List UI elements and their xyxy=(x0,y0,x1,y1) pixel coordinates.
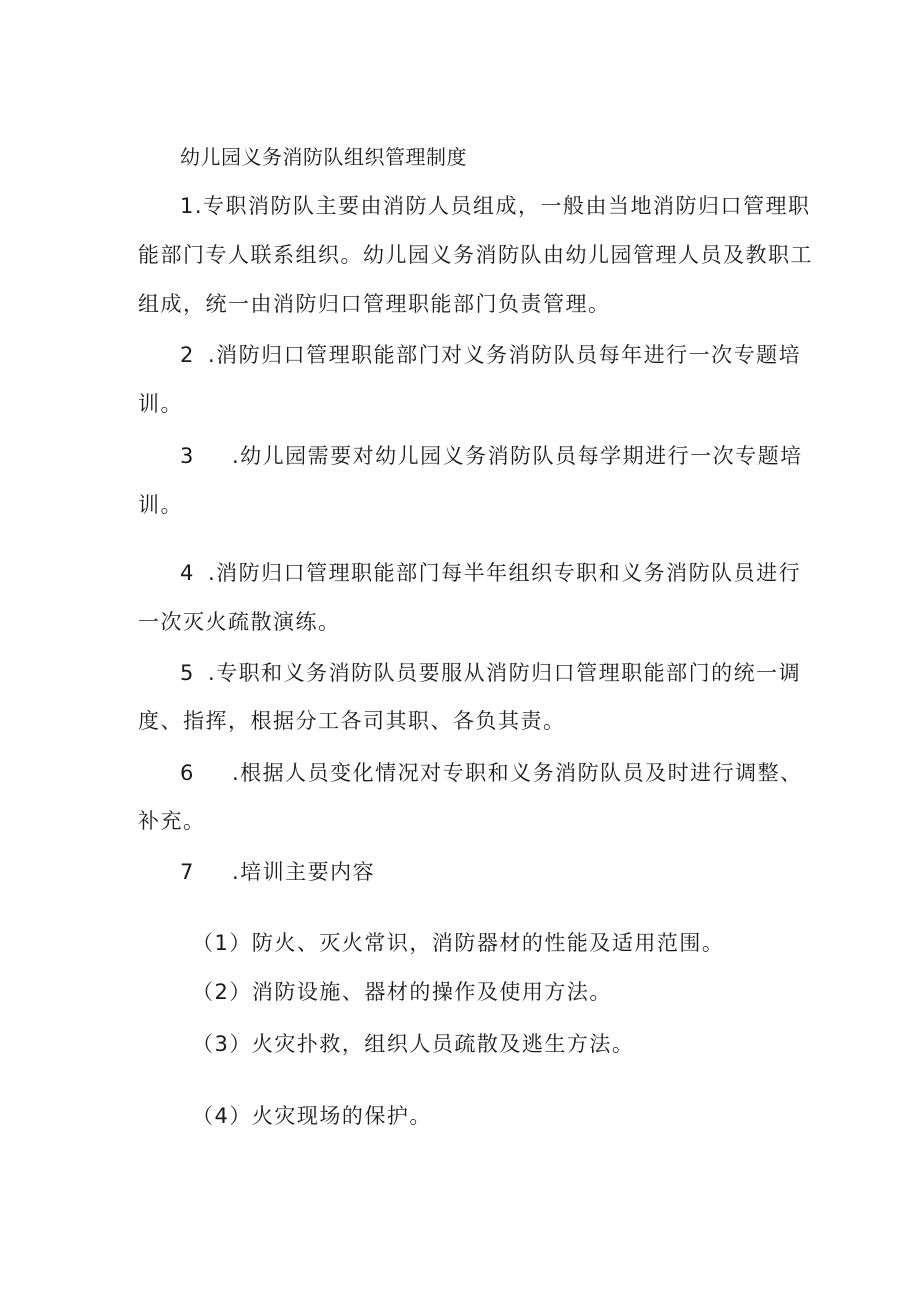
item-5-line-2: 度、指挥，根据分工各司其职、各负其责。 xyxy=(138,709,566,733)
item-6-line-1: 6 .根据人员变化情况对专职和义务消防队员及时进行调整、 xyxy=(180,758,803,788)
item-3-line-2: 训。 xyxy=(138,493,183,517)
subitem-4: （4）火灾现场的保护。 xyxy=(192,1101,432,1131)
item-5-line-1: 5 .专职和义务消防队员要服从消防归口管理职能部门的统一调 xyxy=(180,658,801,688)
subitem-1-number: （1） xyxy=(192,931,252,955)
document-title: 幼儿园义务消防队组织管理制度 xyxy=(180,145,467,169)
subitem-2-number: （2） xyxy=(192,980,252,1004)
item-3-number: 3 xyxy=(180,444,195,468)
item-5-number: 5 xyxy=(180,661,195,685)
item-6-line-2: 补充。 xyxy=(138,809,206,833)
subitem-2: （2）消防设施、器材的操作及使用方法。 xyxy=(192,977,612,1007)
item-2-number: 2 xyxy=(180,343,195,367)
item-6-number: 6 xyxy=(180,761,195,785)
item-7-line-1: 7 .培训主要内容 xyxy=(180,857,375,887)
item-4-line-2: 一次灭火疏散演练。 xyxy=(138,610,341,634)
item-2-line-1: 2 .消防归口管理职能部门对义务消防队员每年进行一次专题培 xyxy=(180,340,801,370)
item-3-line-1: 3 .幼儿园需要对幼儿园义务消防队员每学期进行一次专题培 xyxy=(180,441,803,471)
item-2-line-2: 训。 xyxy=(138,392,183,416)
item-7-number: 7 xyxy=(180,860,195,884)
item-1-line-3: 组成，统一由消防归口管理职能部门负责管理。 xyxy=(138,292,611,316)
item-1-number: 1. xyxy=(180,194,204,218)
item-4-line-1: 4 .消防归口管理职能部门每半年组织专职和义务消防队员进行 xyxy=(180,558,801,588)
subitem-3-number: （3） xyxy=(192,1032,252,1056)
item-1-line-1: 1.专职消防队主要由消防人员组成，一般由当地消防归口管理职 xyxy=(180,191,811,221)
subitem-4-number: （4） xyxy=(192,1104,252,1128)
item-1-line-2: 能部门专人联系组织。幼儿园义务消防队由幼儿园管理人员及教职工 xyxy=(138,243,813,267)
item-4-number: 4 xyxy=(180,561,195,585)
subitem-1: （1）防火、灭火常识，消防器材的性能及适用范围。 xyxy=(192,928,724,958)
subitem-3: （3）火灾扑救，组织人员疏散及逃生方法。 xyxy=(192,1029,634,1059)
